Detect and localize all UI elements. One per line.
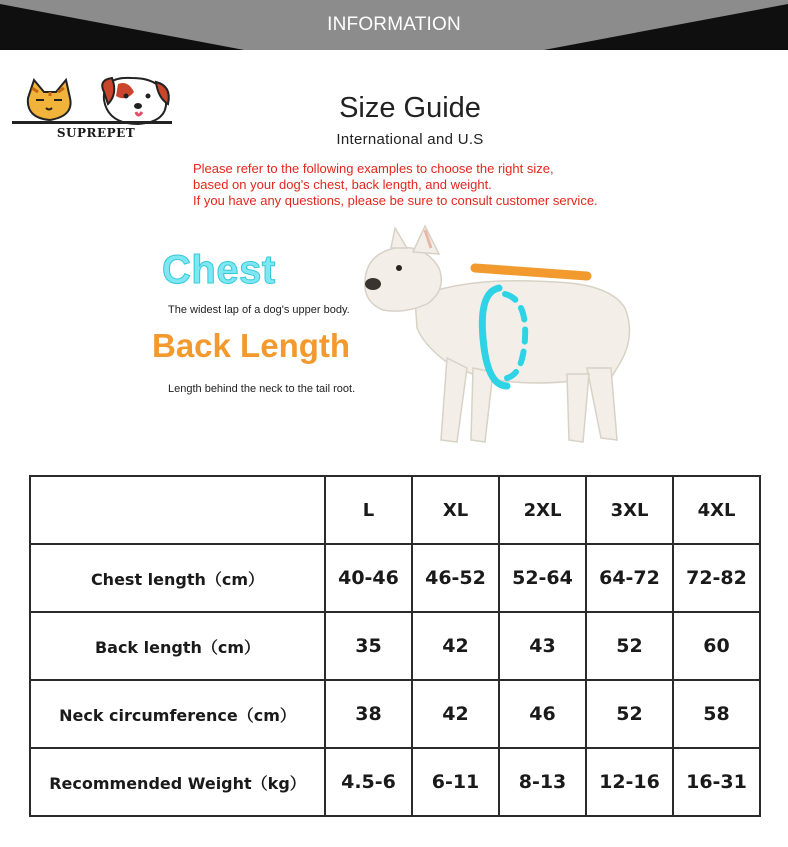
- table-cell: 42: [412, 612, 499, 680]
- table-row: [30, 680, 760, 748]
- size-table: [29, 475, 761, 817]
- table-cell: 8-13: [499, 748, 586, 816]
- chest-heading: Chest: [162, 248, 276, 292]
- table-cell: 16-31: [673, 748, 760, 816]
- table-cell: 46-52: [412, 544, 499, 612]
- row-label: Back length（cm）: [30, 612, 325, 680]
- table-cell: 6-11: [412, 748, 499, 816]
- table-cell: 60: [673, 612, 760, 680]
- table-corner-cell: [30, 476, 325, 544]
- note-line: Please refer to the following examples to choose the right size,: [193, 161, 554, 176]
- table-cell: 42: [412, 680, 499, 748]
- row-label: Recommended Weight（kg）: [30, 748, 325, 816]
- size-header: 2XL: [499, 476, 586, 544]
- table-cell: 46: [499, 680, 586, 748]
- table-cell: 52-64: [499, 544, 586, 612]
- page-subtitle: International and U.S: [336, 131, 484, 148]
- size-header: L: [325, 476, 412, 544]
- table-cell: 38: [325, 680, 412, 748]
- note-line: If you have any questions, please be sure to consult customer service.: [193, 193, 598, 208]
- table-cell: 58: [673, 680, 760, 748]
- back-length-description: Length behind the neck to the tail root.: [168, 383, 356, 395]
- row-label: Neck circumference（cm）: [30, 680, 325, 748]
- table-cell: 35: [325, 612, 412, 680]
- chest-description: The widest lap of a dog's upper body.: [168, 304, 350, 316]
- table-cell: 4.5-6: [325, 748, 412, 816]
- table-cell: 72-82: [673, 544, 760, 612]
- note-line: based on your dog's chest, back length, and weight.: [193, 177, 492, 192]
- table-cell: 52: [586, 680, 673, 748]
- cat-icon: [28, 80, 71, 120]
- size-header: 3XL: [586, 476, 673, 544]
- table-cell: 52: [586, 612, 673, 680]
- table-cell: 43: [499, 612, 586, 680]
- table-cell: 64-72: [586, 544, 673, 612]
- dog-icon: [102, 78, 169, 124]
- table-row: [30, 612, 760, 680]
- row-label: Chest length（cm）: [30, 544, 325, 612]
- table-row: [30, 748, 760, 816]
- size-header: XL: [412, 476, 499, 544]
- dog-illustration: [355, 218, 655, 458]
- page-title: Size Guide: [339, 92, 481, 124]
- table-cell: 12-16: [586, 748, 673, 816]
- table-row: [30, 544, 760, 612]
- back-length-marker: [475, 268, 587, 276]
- logo-underline: [12, 121, 172, 124]
- header-banner: [0, 0, 788, 50]
- size-header: 4XL: [673, 476, 760, 544]
- table-header-row: [30, 476, 760, 544]
- table-cell: 40-46: [325, 544, 412, 612]
- banner-title: INFORMATION: [327, 14, 461, 35]
- logo-wordmark: SUPREPET: [56, 126, 136, 140]
- back-length-heading: Back Length: [152, 327, 351, 364]
